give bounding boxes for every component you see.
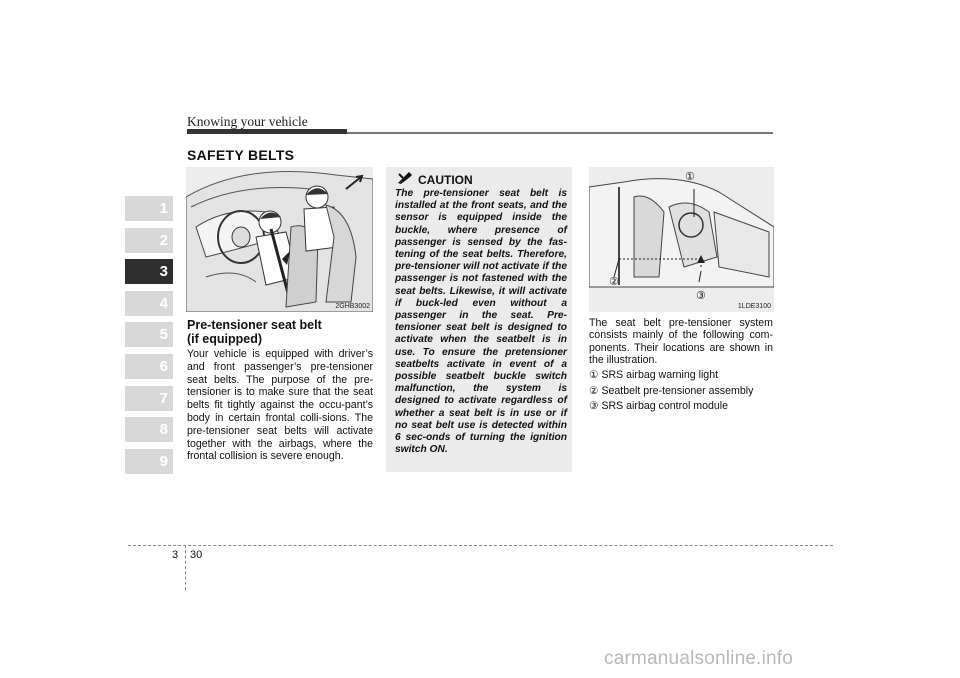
page-number: 30	[190, 549, 203, 561]
wrench-icon	[397, 172, 412, 187]
caution-title: CAUTION	[418, 172, 473, 187]
chapter-tab-9[interactable]: 9	[125, 449, 173, 474]
component-list	[589, 368, 753, 415]
subheading	[187, 318, 322, 346]
car-interior-drawing	[186, 167, 373, 312]
caution-heading	[397, 172, 473, 187]
header-bar	[187, 129, 347, 134]
chapter-tab-1[interactable]: 1	[125, 196, 173, 221]
header-title: Knowing your vehicle	[187, 114, 308, 129]
footer-divider	[185, 545, 186, 590]
watermark: carmanualsonline.info	[604, 648, 794, 669]
caution-text: The pre-tensioner seat belt is installed at the front seats, and the sensor is equipped inside the buckle, where presence of passenger is sensed by the fas-tening of the seat belts. Therefore, pre-tensioner will not activate if the passenger is not fastened with the seat belts. Likewise, it will activate if buck-led even without a passenger in the seat. Pre-tensioner seat belt is designed to activate when the seatbelt is in use. To ensure the pretensioner seatbelts activate in event of a possible seatbelt buckle switch malfunction, the system is designed to activate regardless of whether a seat belt is in use or if no seat belt use is detected within 6 sec-onds of turning the ignition switch ON.	[395, 188, 567, 456]
components-illustration	[589, 167, 774, 312]
chapter-tab-6[interactable]: 6	[125, 354, 173, 379]
list-item: ② Seatbelt pre-tensioner assembly	[589, 384, 754, 397]
car-cutaway-drawing	[589, 167, 774, 312]
figure-code: 2GHB3002	[335, 303, 370, 310]
chapter-tab-4[interactable]: 4	[125, 291, 173, 316]
subheading-line2: (if equipped)	[187, 332, 262, 346]
list-item: ③ SRS airbag control module	[589, 400, 729, 412]
chapter-tab-3[interactable]: 3	[125, 259, 173, 284]
figure-code: 1LDE3100	[737, 303, 771, 310]
subheading-line1: Pre-tensioner seat belt	[187, 318, 322, 332]
chapter-tab-8[interactable]: 8	[125, 417, 173, 442]
chapter-index	[125, 196, 173, 480]
callout-1: ①	[685, 171, 695, 183]
left-body-text: Your vehicle is equipped with driver’s and front passenger’s pre-tensioner seat belts. The purpose of the pre-tensioner is to make sure that the seat belts fit tightly against the occu-pant’s body in certain frontal colli-sions. The pre-tensioner seat belts will activate together with the airbags, where the frontal collision is severe enough.	[187, 348, 373, 463]
chapter-tab-5[interactable]: 5	[125, 322, 173, 347]
callout-3: ③	[696, 290, 706, 302]
footer-chapter: 3	[172, 549, 179, 561]
callout-2: ②	[609, 276, 619, 288]
chapter-tab-7[interactable]: 7	[125, 386, 173, 411]
section-title: SAFETY BELTS	[187, 147, 295, 163]
chapter-tab-2[interactable]: 2	[125, 228, 173, 253]
pretensioner-illustration	[186, 167, 373, 312]
footer-rule	[128, 545, 833, 546]
right-body-text: The seat belt pre-tensioner system consists mainly of the following com-ponents. Their locations are shown in the illustration.	[589, 317, 773, 367]
list-item: ① SRS airbag warning light	[589, 369, 719, 381]
header-rule	[347, 132, 773, 134]
